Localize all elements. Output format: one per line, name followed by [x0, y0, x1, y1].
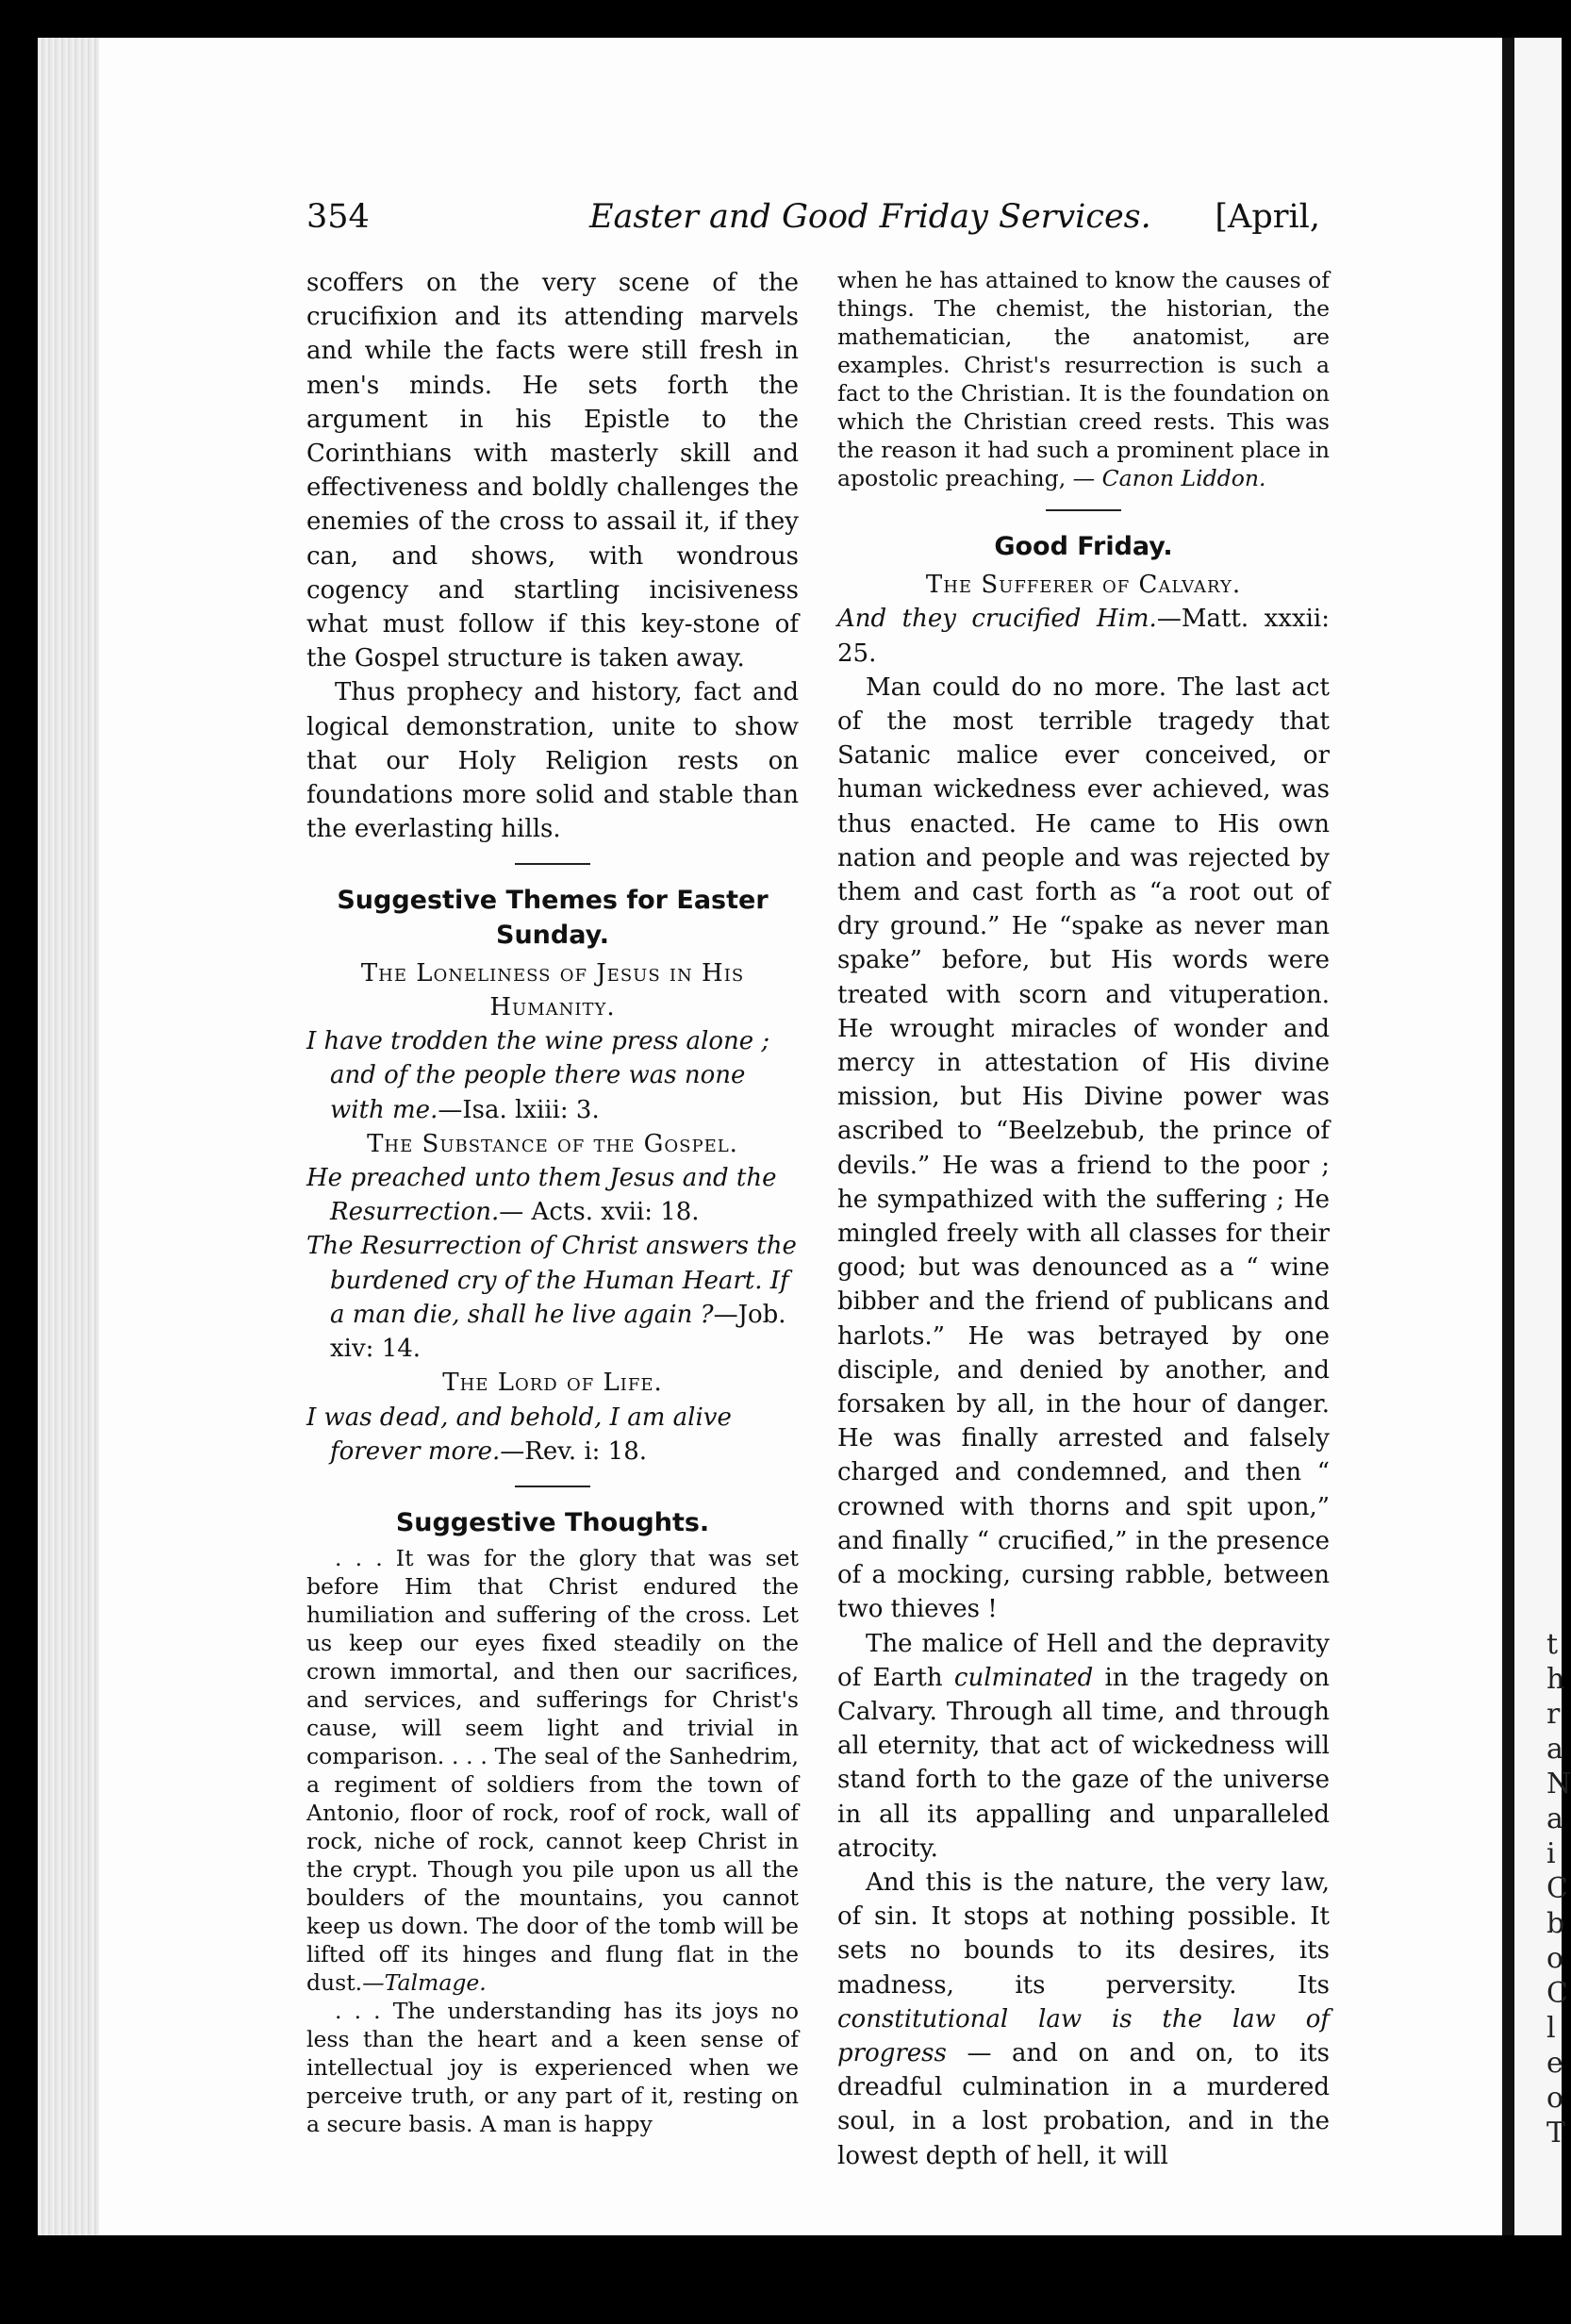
running-month: [April, [1215, 198, 1320, 236]
paragraph: Thus prophecy and history, fact and logical demonstration, unite to show that our Holy Religion rests on foundations more solid and stable than the everlasting hills. [306, 678, 799, 844]
theme-title: The Lord of Life. [442, 1369, 663, 1398]
paragraph: Man could do no more. The last act of the most terrible tragedy that Satanic malice ever conceived, or human wickedness ever achieved, was thus enacted. He came to His own nation and people and was rejected by them and cast forth as “a root out of dry ground.” He “spake as never man spake” before, but His words were treated with scorn and vituperation. He wrought miracles of wonder and mercy in attestation of His divine mission, but His Divine power was ascribed to “Beelzebub, the prince of devils.” He was a friend to the poor ; he sympathized with the suffering ; He mingled freely with all classes for their good; but was denounced as a “ wine bibber and the friend of publicans and harlots.” He was betrayed by one disciple, and denied by another, and forsaken by all, in the hour of danger. He was finally arrested and falsely charged and condemned, and then “ crowned with thorns and spit upon,” and finally “ crucified,” in the presence of a mocking, cursing rabble, between two thieves ! [837, 672, 1330, 1624]
thought-author: — Canon Liddon. [1072, 465, 1266, 491]
scripture-text: The Resurrection of Christ answers the burdened cry of the Human Heart. If a man die, shall he live again ? [306, 1232, 797, 1329]
thought-paragraph [837, 266, 1330, 492]
thought-author: —Talmage. [362, 1969, 487, 1997]
theme-text [306, 1024, 799, 1127]
theme-title: The Substance of the Gospel. [367, 1129, 738, 1158]
paragraph-text: The malice of Hell and the depravity of Earth [837, 1629, 1330, 1692]
thought-text: . . . It was for the glory that was set before Him that Christ endured the humiliation and suffering of the cross. Let us keep our eyes fixed steadily on the crown immortal, and then our sacrifices, and services, and sufferings for Christ's cause, will seem light and trivial in comparison. . . . The seal of the Sanhedrim, a regiment of soldiers from the town of Antonio, floor of rock, roof of rock, wall of rock, niche of rock, cannot keep Christ in the crypt. Though you pile upon us all the boulders of the mountains, you cannot keep us down. The door of the tomb will be lifted off its hinges and flung flat in the dust. [306, 1545, 799, 1997]
page-edge-stack [38, 38, 104, 2235]
margin-fragment: l [1546, 2012, 1556, 2045]
page-header [306, 198, 1320, 245]
margin-fragment: b [1546, 1907, 1565, 1940]
scripture-ref: —Matt. xxxii: 25. [837, 605, 1330, 668]
scripture-text: I have trodden the wine press alone ; and of the people there was none with me. [306, 1027, 770, 1124]
scripture-text: I was dead, and behold, I am alive forever more. [306, 1403, 732, 1466]
sermon-text [837, 602, 1330, 670]
margin-fragment: C [1546, 1977, 1568, 2010]
paragraph [837, 1866, 1330, 2173]
paragraph-text: — and on and on, to its dreadful culmination in a murdered soul, in a lost probation, and in the lowest depth of hell, it will [837, 2038, 1330, 2170]
scripture-ref: —Isa. lxiii: 3. [438, 1095, 600, 1124]
thought-paragraph: . . . The understanding has its joys no less than the heart and a keen sense of intellectual joy is experienced when we perceive truth, or any part of it, resting on a secure basis. A man is happy [306, 1998, 799, 2138]
left-column [306, 266, 799, 2138]
page-number: 354 [306, 198, 370, 236]
section-rule [515, 863, 590, 865]
margin-fragment: o [1546, 1942, 1564, 1975]
theme-text [306, 1401, 799, 1469]
paragraph: scoffers on the very scene of the crucifixion and its attending marvels and while the facts were still fresh in men's minds. He sets forth the argument in his Epistle to the Corinthians with masterly skill and effectiveness and boldly challenges the enemies of the cross to assail it, if they can, and shows, with wondrous cogency and startling incisiveness what must follow if this key-stone of the Gospel structure is taken away. [306, 269, 799, 673]
margin-fragment: a [1546, 1733, 1563, 1766]
scripture-text: He preached unto them Jesus and the Resurrection. [306, 1164, 777, 1227]
margin-fragment: r [1546, 1698, 1561, 1731]
section-heading-thoughts: Suggestive Thoughts. [395, 1507, 710, 1537]
theme-text [306, 1229, 799, 1366]
theme-text [306, 1161, 799, 1229]
section-rule [515, 1486, 590, 1487]
margin-fragment: h [1546, 1663, 1565, 1696]
scripture-text: And they crucified Him. [837, 605, 1157, 634]
paragraph-text: in the tragedy on Calvary. Through all time, and through all eternity, that act of wickedness will stand forth to the gaze of the universe in all its appalling and unparalleled atrocity. [837, 1663, 1330, 1863]
margin-fragment: o [1546, 2082, 1564, 2115]
margin-fragment: t [1546, 1628, 1559, 1661]
paragraph-text: And this is the nature, the very law, of sin. It stops at nothing possible. It sets no bounds to its desires, its madness, its perversity. Its [837, 1868, 1330, 2000]
section-heading-good-friday: Good Friday. [994, 532, 1173, 561]
margin-fragment: N [1546, 1768, 1571, 1801]
margin-fragment: e [1546, 2047, 1563, 2080]
running-title: Easter and Good Friday Services. [589, 198, 1151, 236]
margin-fragment: T [1546, 2116, 1566, 2150]
scripture-ref: —Job. xiv: 14. [330, 1300, 786, 1364]
paragraph [837, 1627, 1330, 1866]
thought-text: when he has attained to know the causes of things. The chemist, the historian, the mathematician, the anatomist, are examples. Christ's resurrection is such a fact to the Christian. It is the foundation on which the Christian creed rests. This was the reason it had such a prominent place in apostolic preaching, [837, 267, 1330, 491]
theme-title: The Loneliness of Jesus in His Humanity. [360, 958, 745, 1022]
emphasis-text: culminated [953, 1663, 1094, 1692]
section-heading-themes: Suggestive Themes for Easter Sunday. [337, 886, 769, 950]
book-gutter [1502, 38, 1514, 2235]
emphasis-text: constitutional law is the law of progress [837, 2004, 1330, 2067]
sermon-title: The Sufferer of Calvary. [925, 571, 1242, 600]
scripture-ref: —Rev. i: 18. [500, 1436, 648, 1466]
margin-fragment: a [1546, 1802, 1563, 1835]
margin-fragment: C [1546, 1872, 1568, 1905]
section-rule [1046, 509, 1121, 511]
margin-fragment: i [1546, 1837, 1556, 1870]
right-column [837, 266, 1330, 2173]
thought-paragraph [306, 1544, 799, 1997]
scripture-ref: — Acts. xvii: 18. [499, 1198, 700, 1227]
